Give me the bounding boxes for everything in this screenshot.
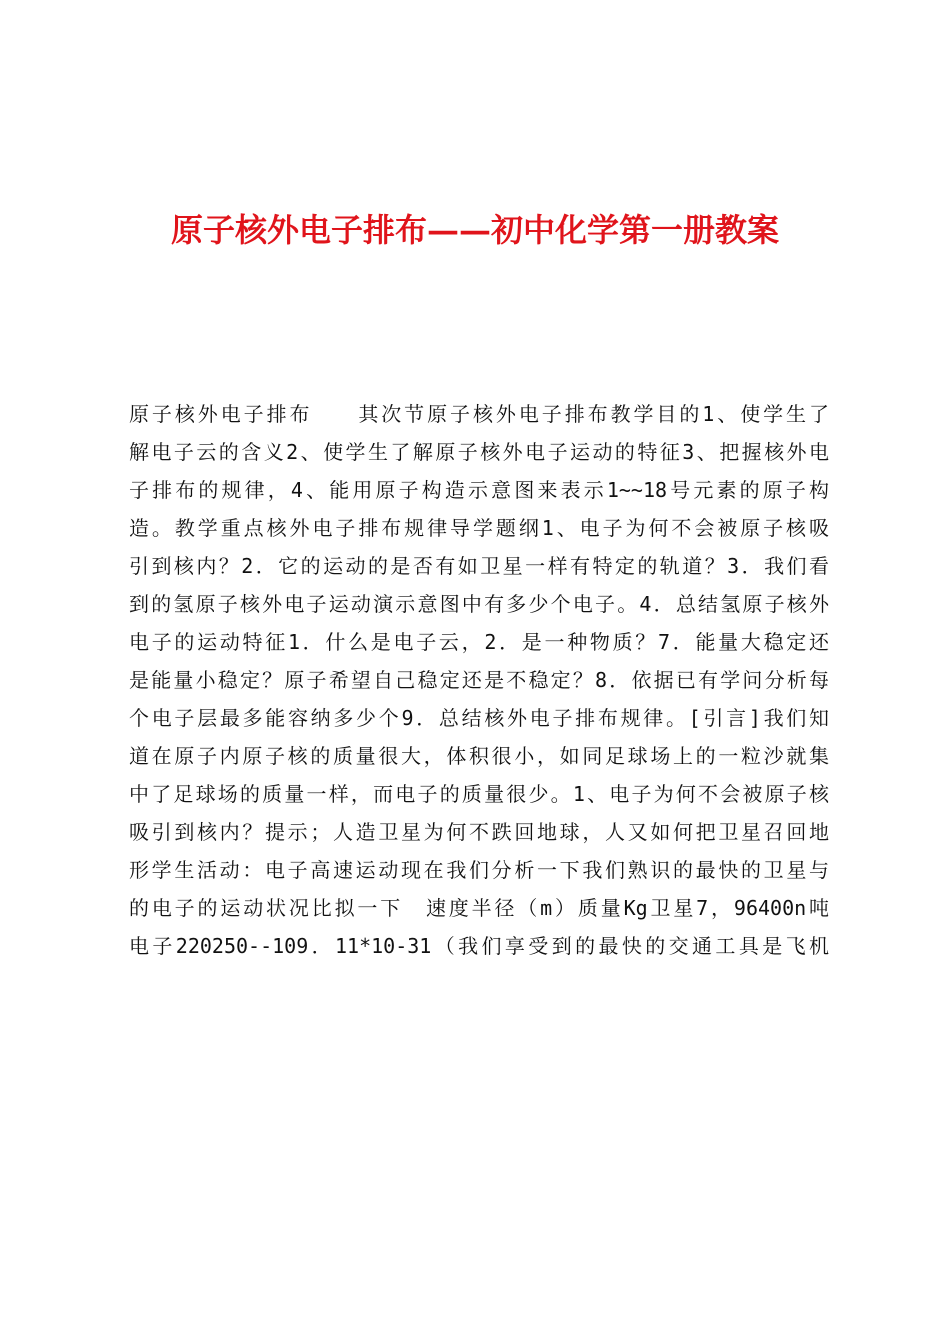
body-line: 的电子的运动状况比拟一下 速度半径（m）质量Kg卫星7，96400n吨 [129, 896, 829, 920]
body-line: 到的氢原子核外电子运动演示意图中有多少个电子。4．总结氢原子核外 [129, 592, 829, 616]
body-line: 中了足球场的质量一样，而电子的质量很少。1、电子为何不会被原子核 [129, 782, 829, 806]
body-line: 吸引到核内？提示；人造卫星为何不跌回地球，人又如何把卫星召回地 [129, 820, 829, 844]
body-line: 是能量小稳定？原子希望自己稳定还是不稳定？8．依据已有学问分析每 [129, 668, 829, 692]
body-line: 道在原子内原子核的质量很大，体积很小，如同足球场上的一粒沙就集 [129, 744, 829, 768]
body-line: 个电子层最多能容纳多少个9．总结核外电子排布规律。[引言]我们知 [129, 706, 829, 730]
document-title: 原子核外电子排布——初中化学第一册教案 [170, 211, 779, 249]
body-line: 引到核内？2．它的运动的是否有如卫星一样有特定的轨道？3．我们看 [129, 554, 829, 578]
body-line: 电子220250--109．11*10-31（我们享受到的最快的交通工具是飞机 [129, 934, 829, 958]
body-line: 电子的运动特征1．什么是电子云，2．是一种物质？7．能量大稳定还 [129, 630, 829, 654]
body-line: 解电子云的含义2、使学生了解原子核外电子运动的特征3、把握核外电 [129, 440, 829, 464]
body-line: 子排布的规律，4、能用原子构造示意图来表示1~~18号元素的原子构 [129, 478, 829, 502]
body-line: 原子核外电子排布 其次节原子核外电子排布教学目的1、使学生了 [129, 402, 829, 426]
body-line: 形学生活动：电子高速运动现在我们分析一下我们熟识的最快的卫星与 [129, 858, 829, 882]
document-body [129, 395, 829, 965]
body-line: 造。教学重点核外电子排布规律导学题纲1、电子为何不会被原子核吸 [129, 516, 829, 540]
